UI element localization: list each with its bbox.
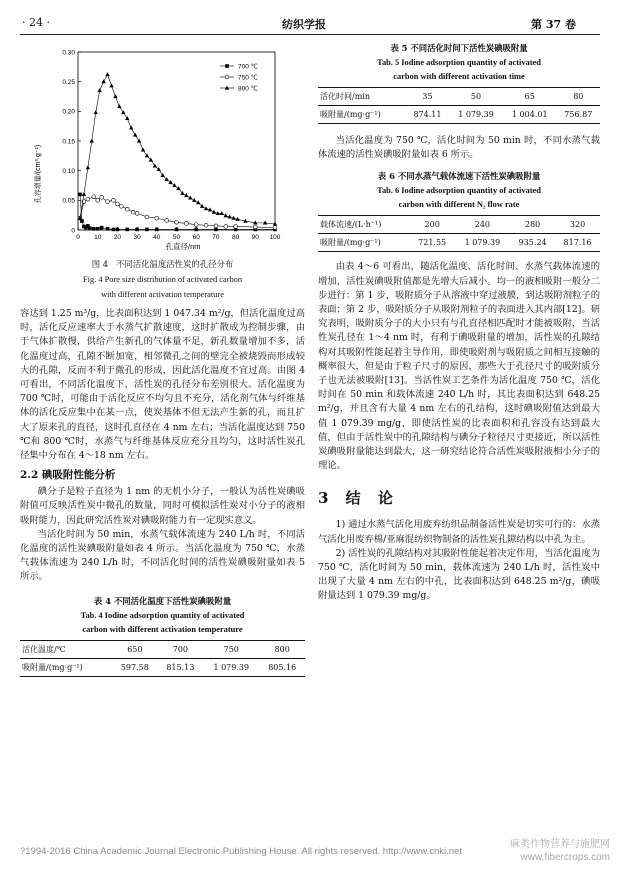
figure-4-en-caption-2: with different activation temperature (101, 290, 224, 299)
table-cell: 1 004.01 (503, 106, 557, 124)
table-header-cell: 65 (503, 88, 557, 106)
watermark-line-1: 麻类作物营养与施肥网 (510, 839, 610, 850)
data-point-750 (253, 225, 257, 229)
table-row (318, 216, 600, 234)
data-point-750 (135, 211, 139, 215)
x-tick-label: 30 (133, 234, 141, 241)
table-4-title: 表 4 不同活化温度下活性炭碘吸附量 (93, 595, 232, 606)
conclusion-item-2: 2) 活性炭的孔隙结构对其吸附性能起着决定作用，当活化温度为 750 ℃，活化时间为 50 min，载体流速为 240 L/h 时，活性炭中出现了大量 4 nm 左右的中孔，比表面积达到 648.25 m²/g，碘吸附量达到 1 079.39 mg/g。 (318, 547, 600, 602)
body-paragraph: 碘分子是粒子直径为 1 nm 的无机小分子，一般认为活性炭碘吸附值可反映活性炭中微孔的数量，同时可模拟活性炭对小分子的液相吸附能力，因此研究活性炭对碘吸附能力有一定现实意义。 (20, 486, 305, 526)
data-point-800 (129, 126, 133, 130)
journal-name: 纺织学报 (282, 18, 326, 31)
data-point-750 (86, 197, 90, 201)
y-tick-label: 0.15 (62, 138, 75, 146)
body-paragraph: 容达到 1.25 m³/g，比表面积达到 1 047.34 m²/g，但活化温度过高时，活化反应速率大于水蒸气扩散速度，这时扩散成为控制步骤，由于气体扩散慢，供给产生新孔的气体量不足，新孔数量增加不多，活化温度过高，孔隙不断加宽，相邻微孔之间的壁完全被烧毁而形成较大的孔隙，反而不利于微孔的形成，因此活化温度不宜过高。由图 4 可看出，不同活化温度下，活性炭的孔径分布差别很大。活化温度为 700 ℃时，可能由于活化反应不均匀且不充分，活化剂气体与纤维基体的活化反应集中在某一点，使炭基体不但无法产生新的孔，而且扩大了原来孔的直径，这时孔直径在 4 nm 左右；当活化温度达到 750 ℃和 800 ℃时，水蒸气与纤维基体反应充分且均匀，这时活性炭孔径集中分布在 4～18 nm 左右。 (20, 308, 305, 462)
data-point-750 (96, 198, 100, 202)
data-point-750 (100, 195, 104, 199)
pore-size-chart (20, 42, 305, 254)
data-point-800 (200, 204, 204, 208)
legend-label: 700 ℃ (238, 63, 258, 71)
data-point-800 (117, 104, 121, 108)
data-point-750 (234, 225, 238, 229)
data-point-750 (225, 75, 229, 79)
data-point-800 (82, 192, 86, 196)
header-rule (20, 34, 600, 35)
data-point-800 (204, 206, 208, 210)
table-row (318, 234, 600, 252)
data-point-800 (133, 133, 137, 137)
data-point-750 (92, 195, 96, 199)
figure-4-en-caption-1: Fig. 4 Pore size distribution of activated carbon (82, 275, 243, 284)
data-point-800 (105, 72, 109, 76)
data-point-800 (168, 180, 172, 184)
data-point-800 (141, 148, 145, 152)
data-point-750 (145, 215, 149, 219)
x-tick-label: 0 (76, 234, 80, 241)
table-cell: 815.13 (158, 658, 204, 676)
data-point-700 (106, 227, 110, 231)
data-point-800 (224, 213, 228, 217)
data-point-800 (188, 196, 192, 200)
y-tick-label: 0 (71, 227, 75, 235)
table-4 (20, 640, 305, 677)
data-point-750 (273, 226, 277, 230)
table-cell: 805.16 (259, 658, 305, 676)
figure-4-caption (20, 258, 305, 270)
data-point-800 (176, 186, 180, 190)
data-point-800 (212, 210, 216, 214)
table-header-cell: 35 (406, 88, 449, 106)
table-cell: 935.24 (510, 234, 555, 252)
data-point-750 (184, 222, 188, 226)
data-point-750 (194, 223, 198, 227)
table-header-label: 活化时间/min (318, 88, 406, 106)
y-tick-label: 0.30 (62, 49, 75, 57)
data-point-700 (175, 228, 179, 232)
watermark-line-2: www.fibercrops.com (520, 852, 610, 863)
data-point-800 (157, 167, 161, 171)
data-point-700 (112, 228, 116, 232)
section-heading-3: 3 结 论 (318, 489, 399, 508)
table-header-cell: 200 (410, 216, 455, 234)
x-tick-label: 80 (231, 234, 240, 241)
chart-xlabel: 孔直径/nm (165, 242, 201, 251)
data-point-800 (109, 83, 113, 87)
table-header-label: 活化温度/℃ (20, 640, 112, 658)
data-point-800 (225, 86, 229, 90)
copyright-footer: ?1994-2016 China Academic Journal Electronic Publishing House. All rights reserved. http://www.cnki.net (20, 846, 462, 857)
data-point-700 (145, 228, 149, 232)
table-5-en-title-2: carbon with different activation time (393, 72, 525, 81)
data-point-750 (175, 220, 179, 224)
y-tick-label: 0.25 (62, 78, 75, 86)
data-point-700 (116, 228, 120, 232)
data-point-700 (92, 227, 96, 231)
series-2 (78, 195, 277, 230)
right-column (318, 42, 600, 604)
x-tick-label: 90 (251, 234, 259, 241)
table-header-label: 载体流速/(L·h⁻¹) (318, 216, 410, 234)
legend-label: 750 ℃ (238, 74, 258, 82)
data-point-700 (155, 228, 159, 232)
table-cell: 817.16 (555, 234, 600, 252)
section-heading-2-2: 2.2 碘吸附性能分析 (20, 469, 116, 482)
table-header-cell: 80 (557, 88, 600, 106)
data-point-750 (165, 219, 169, 223)
data-point-700 (100, 226, 104, 230)
y-tick-label: 0.20 (62, 108, 75, 116)
watermark (470, 838, 610, 864)
table-header-cell: 320 (555, 216, 600, 234)
left-column (20, 42, 305, 677)
data-point-800 (90, 139, 94, 143)
figure-label: 图 4 (91, 259, 109, 269)
table-cell: 721.55 (410, 234, 455, 252)
data-point-800 (196, 200, 200, 204)
data-point-800 (94, 110, 98, 114)
data-point-700 (96, 227, 100, 231)
body-paragraph: 由表 4～6 可看出，随活化温度、活化时间、水蒸气载体流速的增加，活性炭碘吸附值都是先增大后减小。均一的液相吸附一般分二步进行：第 1 步，吸附质分子从溶液中穿过液膜，到达吸附剂粒子的表面；第 2 步，吸附质分子从吸附剂粒子的表面进入其内部[12]。研究表明，吸附质分子的大小只有与孔直径相匹配时才能被吸附，当活性炭孔径在 1～4 nm 时，有利于碘吸附量的增加，活性炭的孔隙结构对其吸附性能起着主导作用，即使吸附剂与吸附质之间相互接触的概率很大，但是由于粒子尺寸的原因，那些大于孔径尺寸的吸附质分子也无法被吸附[13]。当活性炭工艺条件为活化温度 750 ℃，活化时间在 50 min 和载体流速 240 L/h 时，其比表面积达到 648.25 m²/g，并且含有大量 4 nm 左右的孔结构，这时碘吸附值达到最大值 1 079.39 mg/g，即使活性炭的比表面积和孔容没有达到最大值，但由于活性炭中的孔隙结构与碘分子粒径尺寸更接近，所以活性炭碘吸附量能达到最大，这一研究结论符合活性炭吸附液相小分子的理论。 (318, 261, 600, 472)
table-6-en-title-2: carbon with different N₂ flow rate (398, 200, 520, 210)
data-point-750 (155, 216, 159, 220)
table-cell: 874.11 (406, 106, 449, 124)
table-cell: 1 079.39 (449, 106, 503, 124)
table-4-en-title-2: carbon with different activation temperature (82, 624, 243, 634)
table-header-cell: 50 (449, 88, 503, 106)
table-row (20, 640, 305, 658)
data-point-750 (119, 204, 123, 208)
table-header-cell: 750 (203, 640, 259, 658)
data-point-700 (88, 226, 92, 230)
legend-label: 800 ℃ (238, 85, 258, 93)
data-point-700 (194, 228, 198, 232)
table-row (318, 106, 600, 124)
table-row (318, 88, 600, 106)
table-row-label: 吸附量/(mg·g⁻¹) (318, 106, 406, 124)
data-point-800 (172, 183, 176, 187)
table-header-cell: 240 (455, 216, 511, 234)
table-5-title: 表 5 不同活化时间下活性炭碘吸附量 (390, 43, 528, 53)
table-row (20, 658, 305, 676)
data-point-750 (131, 210, 135, 214)
x-tick-label: 60 (192, 234, 200, 241)
data-point-800 (101, 79, 105, 83)
table-6-title: 表 6 不同水蒸气载体流速下活性炭碘吸附量 (377, 171, 541, 182)
data-point-750 (116, 202, 120, 206)
table-5-en-title-1: Tab. 5 Iodine adsorption quantity of activated (377, 58, 541, 67)
series-1 (78, 193, 277, 232)
data-point-700 (125, 228, 129, 232)
figure-4 (20, 42, 305, 254)
x-tick-label: 10 (94, 234, 102, 241)
table-cell: 1 079.39 (455, 234, 511, 252)
volume-label: 第 37 卷 (531, 18, 576, 31)
body-paragraph: 当活化温度为 750 ℃，活化时间为 50 min 时，不同水蒸气载体流速的活性炭碘吸附量如表 6 所示。 (318, 135, 600, 161)
table-row-label: 吸附量/(mg·g⁻¹) (20, 658, 112, 676)
conclusion-item-1: 1) 通过水蒸气活化用废弃纺织品制备活性炭是切实可行的：水蒸气活化用废弃棉/亚麻混纺织物制备的活性炭孔隙结构以中孔为主。 (318, 519, 600, 545)
x-tick-label: 20 (113, 234, 122, 241)
data-point-700 (214, 228, 218, 232)
table-cell: 756.87 (557, 106, 600, 124)
table-6 (318, 215, 600, 252)
data-point-700 (135, 228, 139, 232)
y-tick-label: 0.10 (62, 167, 75, 175)
data-point-750 (224, 225, 228, 229)
x-tick-label: 40 (153, 234, 161, 241)
x-tick-label: 70 (212, 234, 220, 241)
data-point-750 (204, 223, 208, 227)
table-cell: 597.58 (112, 658, 158, 676)
table-header-cell: 280 (510, 216, 555, 234)
data-point-800 (263, 220, 267, 224)
table-row-label: 吸附量/(mg·g⁻¹) (318, 234, 410, 252)
chart-ylabel: 孔容增量/(cm³·g⁻¹) (35, 144, 42, 204)
body-paragraph: 当活化时间为 50 min，水蒸气载体流速为 240 L/h 时，不同活化温度的活性炭碘吸附量如表 4 所示。当活化温度为 750 ℃，水蒸气载体流速为 240 L/h 时，不同活化时间的活性炭碘吸附量如表 5 所示。 (20, 528, 305, 583)
data-point-800 (86, 165, 90, 169)
table-6-en-title-1: Tab. 6 Iodine adsorption quantity of activated (377, 186, 541, 196)
data-point-800 (192, 198, 196, 202)
data-point-750 (214, 224, 218, 228)
data-point-700 (225, 64, 229, 68)
table-header-cell: 800 (259, 640, 305, 658)
table-4-en-title-1: Tab. 4 Iodine adsorption quantity of activated (80, 610, 245, 620)
table-5 (318, 87, 600, 124)
y-tick-label: 0.05 (62, 197, 75, 205)
data-point-750 (106, 200, 110, 204)
table-header-cell: 700 (158, 640, 204, 658)
data-point-750 (125, 207, 129, 211)
table-header-cell: 650 (112, 640, 158, 658)
x-tick-label: 100 (269, 234, 281, 241)
x-tick-label: 50 (172, 234, 181, 241)
data-point-800 (113, 94, 117, 98)
page-number: · 24 · (22, 16, 50, 29)
figure-title: 不同活化温度活性炭的孔径分布 (116, 259, 234, 269)
data-point-750 (112, 198, 116, 202)
table-cell: 1 079.39 (203, 658, 259, 676)
data-point-800 (184, 193, 188, 197)
data-point-800 (220, 211, 224, 215)
data-point-700 (78, 193, 82, 197)
data-point-800 (97, 88, 101, 92)
